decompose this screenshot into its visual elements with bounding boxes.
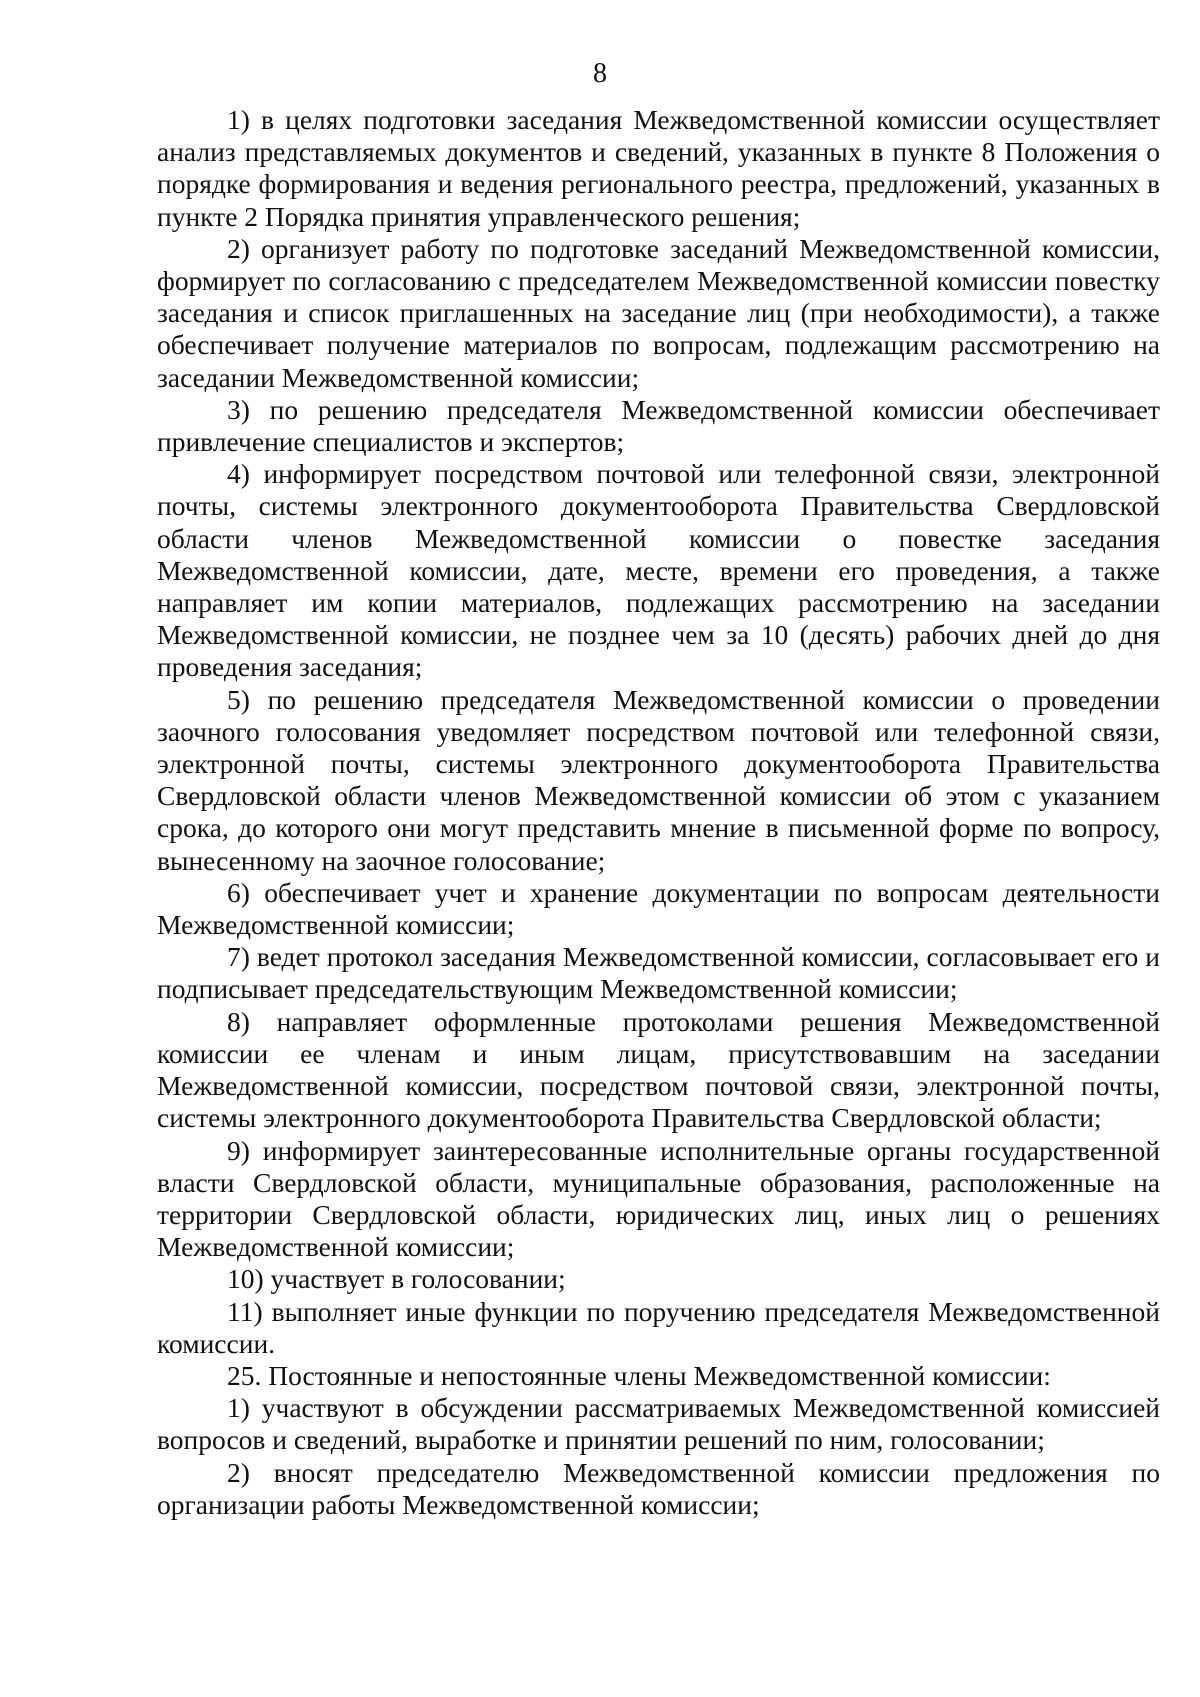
paragraph-item-2: 2) организует работу по подготовке заседаний Межведомственной комиссии, формирует по согласованию с председателем Межведомственной комиссии повестку заседания и список приглашенных на заседание лиц (при необходимости), а также обеспечивает получение материалов по вопросам, подлежащим рассмотрению на заседании Межведомственной комиссии; [157, 232, 1160, 393]
paragraph-item-8: 8) направляет оформленные протоколами решения Межведомственной комиссии ее членам и иным лицам, присутствовавшим на заседании Межведомственной комиссии, посредством почтовой связи, электронной почты, системы электронного документооборота Правительства Свердловской области; [157, 1005, 1160, 1134]
members-item-1: 1) участвуют в обсуждении рассматриваемых Межведомственной комиссией вопросов и сведений, выработке и принятии решений по ним, голосовании; [157, 1392, 1160, 1456]
paragraph-item-3: 3) по решению председателя Межведомственной комиссии обеспечивает привлечение специалистов и экспертов; [157, 393, 1160, 458]
paragraph-item-11: 11) выполняет иные функции по поручению председателя Межведомственной комиссии. [157, 1295, 1160, 1359]
paragraph-item-7: 7) ведет протокол заседания Межведомственной комиссии, согласовывает его и подписывает председательствующим Межведомственной комиссии; [157, 941, 1160, 1005]
paragraph-item-4: 4) информирует посредством почтовой или телефонной связи, электронной почты, системы электронного документооборота Правительства Свердловской области членов Межведомственной комиссии о повестке заседания Межведомственной комиссии, дате, месте, времени его проведения, а также направляет им копии материалов, подлежащих рассмотрению на заседании Межведомственной комиссии, не позднее чем за 10 (десять) рабочих дней до дня проведения заседания; [157, 458, 1160, 683]
paragraph-item-1: 1) в целях подготовки заседания Межведомственной комиссии осуществляет анализ представляемых документов и сведений, указанных в пункте 8 Положения о порядке формирования и ведения регионального реестра, предложений, указанных в пункте 2 Порядка принятия управленческого решения; [157, 104, 1160, 232]
paragraph-item-10: 10) участвует в голосовании; [227, 1263, 566, 1295]
paragraph-item-6: 6) обеспечивает учет и хранение документации по вопросам деятельности Межведомственной комиссии; [157, 876, 1160, 941]
section-25-heading: 25. Постоянные и непостоянные члены Межведомственной комиссии: [227, 1359, 1051, 1391]
page-number: 8 [593, 58, 607, 89]
paragraph-item-9: 9) информирует заинтересованные исполнительные органы государственной власти Свердловской области, муниципальные образования, расположенные на территории Свердловской области, юридических лиц, иных лиц о решениях Межведомственной комиссии; [157, 1134, 1160, 1263]
document-body [157, 104, 1160, 1521]
paragraph-item-5: 5) по решению председателя Межведомственной комиссии о проведении заочного голосования уведомляет посредством почтовой или телефонной связи, электронной почты, системы электронного документооборота Правительства Свердловской области членов Межведомственной комиссии об этом с указанием срока, до которого они могут представить мнение в письменной форме по вопросу, вынесенному на заочное голосование; [157, 683, 1160, 876]
members-item-2: 2) вносят председателю Межведомственной комиссии предложения по организации работы Межведомственной комиссии; [157, 1456, 1160, 1520]
